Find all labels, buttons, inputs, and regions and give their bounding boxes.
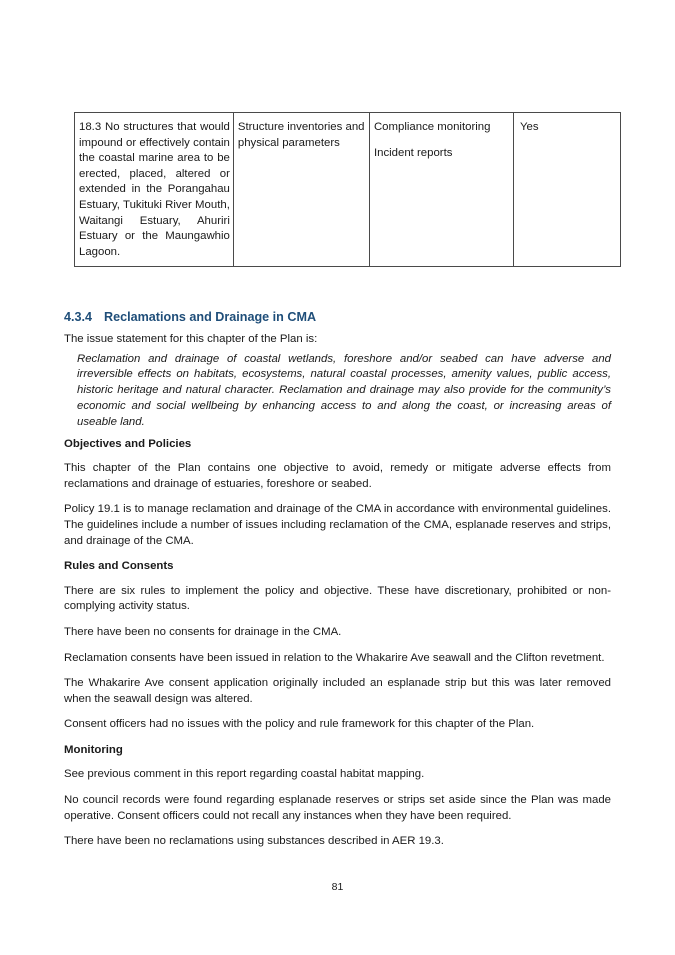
- paragraph: There have been no reclamations using substances described in AER 19.3.: [64, 835, 444, 848]
- paragraph: The Whakarire Ave consent application originally included an esplanade strip but this was later removed when the seawall design was altered.: [64, 677, 611, 705]
- method-compliance: Compliance monitoring: [373, 121, 491, 133]
- section-number: 4.3.4: [64, 310, 93, 324]
- paragraph: No council records were found regarding esplanade reserves or strips set aside since the Plan was made operative. Consent officers could not recall any instances when they have been required.: [64, 794, 611, 822]
- indicator-cell: Structure inventories and physical parameters: [233, 113, 369, 267]
- table-row: [75, 113, 621, 267]
- intro-text: The issue statement for this chapter of the Plan is:: [64, 333, 318, 345]
- paragraph: Consent officers had no issues with the policy and rule framework for this chapter of the Plan.: [64, 718, 535, 731]
- objectives-heading: Objectives and Policies: [64, 437, 192, 450]
- paragraph: There have been no consents for drainage in the CMA.: [64, 625, 342, 638]
- achieved-cell: Yes: [513, 113, 620, 267]
- section-title: Reclamations and Drainage in CMA: [104, 310, 317, 324]
- monitoring-heading: Monitoring: [64, 743, 123, 756]
- section-body: [64, 308, 611, 860]
- method-incident: Incident reports: [373, 146, 453, 159]
- method-cell: [369, 113, 513, 267]
- page-number: 81: [331, 881, 344, 893]
- paragraph: This chapter of the Plan contains one objective to avoid, remedy or mitigate adverse effects from reclamations and drainage of estuaries, foreshore or seabed.: [64, 462, 611, 490]
- paragraph: See previous comment in this report regarding coastal habitat mapping.: [64, 768, 425, 781]
- rules-heading: Rules and Consents: [64, 560, 174, 573]
- paragraph: There are six rules to implement the policy and objective. These have discretionary, prohibited or non-complying activity status.: [64, 584, 611, 613]
- assessment-table: [74, 112, 621, 267]
- paragraph: Policy 19.1 is to manage reclamation and drainage of the CMA in accordance with environmental guidelines. The guidelines include a number of issues including reclamation of the CMA, esplanade reserves and strips, and drainage of the CMA.: [64, 503, 611, 547]
- issue-statement: Reclamation and drainage of coastal wetlands, foreshore and/or seabed can have adverse and irreversible effects on habitats, ecosystems, natural coastal processes, amenity values, public access, historic heritage and natural character. Reclamation and drainage may also provide for the community’s economic and social wellbeing by enhancing access to and along the coast, or increasing areas of useable land.: [77, 352, 611, 428]
- section-heading: [64, 308, 611, 326]
- criterion-cell: 18.3 No structures that would impound or effectively contain the coastal marine area to be erected, placed, altered or extended in the Porangahau Estuary, Tukituki River Mouth, Waitangi Estuary, Ahuriri Estuary or the Maungawhio Lagoon.: [75, 113, 234, 267]
- paragraph: Reclamation consents have been issued in relation to the Whakarire Ave seawall and the Clifton revetment.: [64, 651, 605, 664]
